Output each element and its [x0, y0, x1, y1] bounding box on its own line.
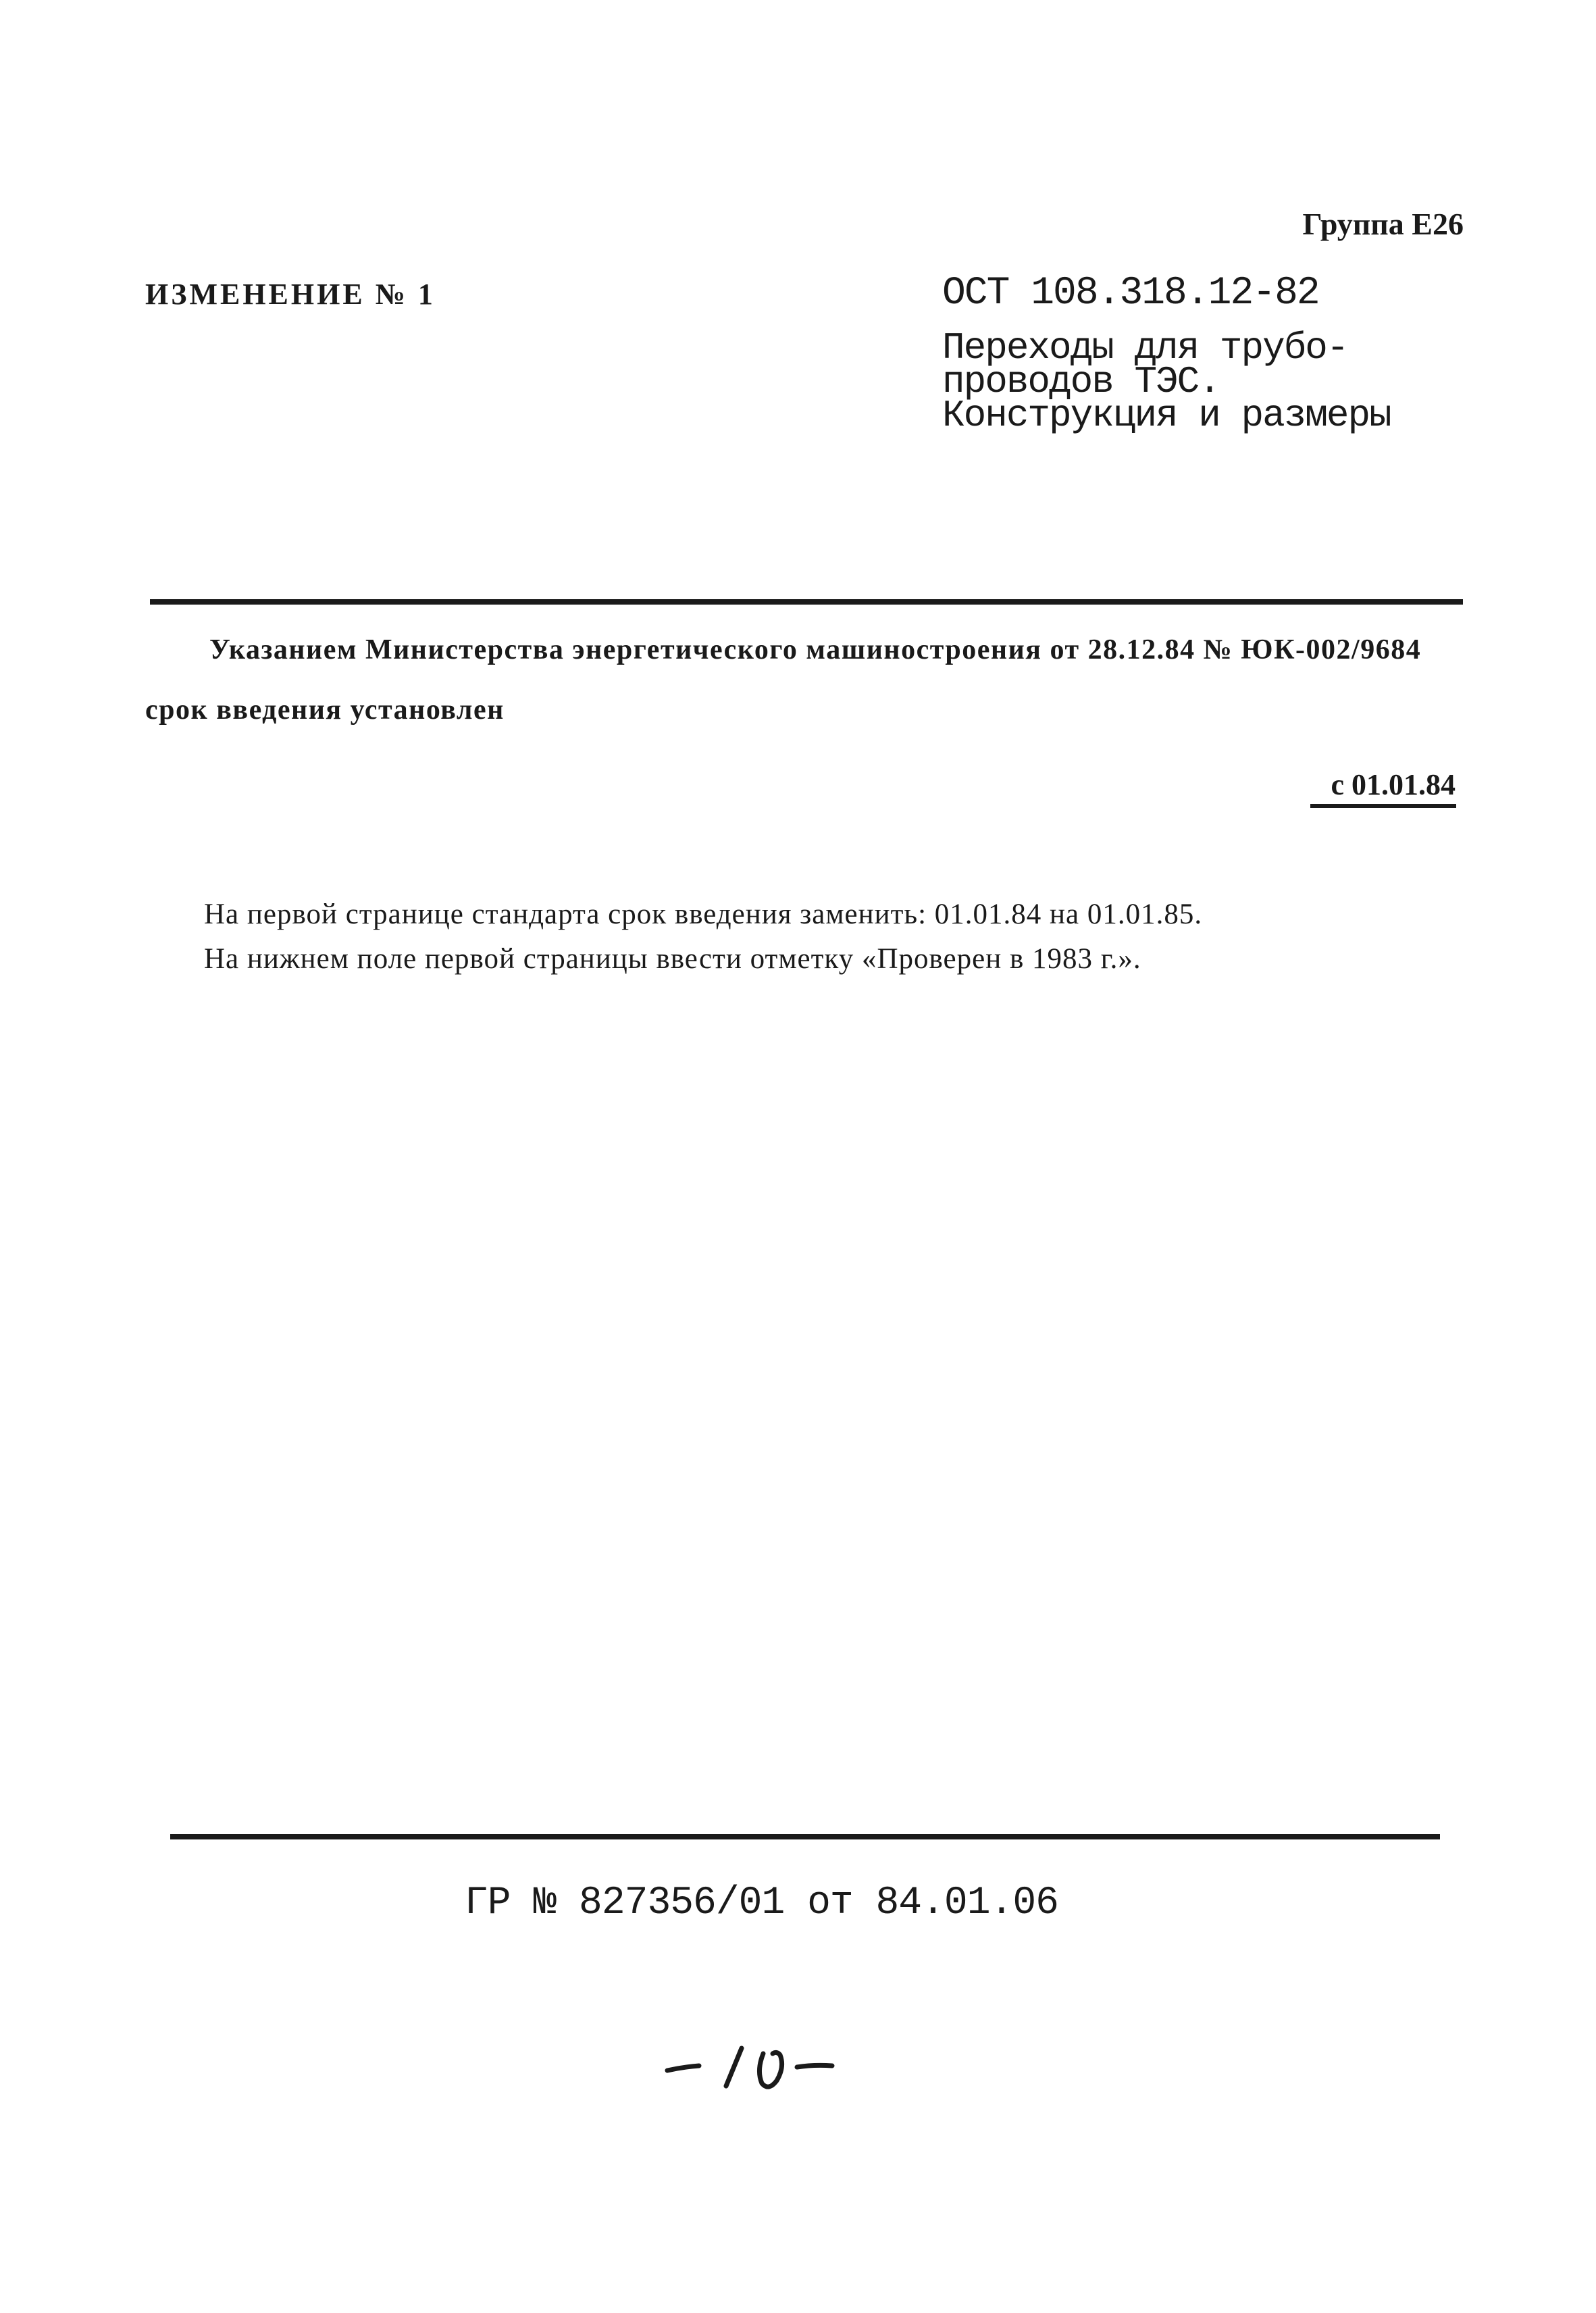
body-paragraph: На первой странице стандарта срок введения заменить: 01.01.84 на 01.01.85. — [204, 898, 1203, 930]
change-label: ИЗМЕНЕНИЕ № 1 — [145, 278, 436, 311]
effective-date: с 01.01.84 — [1331, 768, 1456, 801]
standard-title-line: Конструкция и размеры — [942, 394, 1391, 437]
top-divider — [150, 599, 1463, 605]
decree-text: Указанием Министерства энергетического машиностроения от 28.12.84 № ЮК-002/9684 — [209, 634, 1422, 665]
standard-code: ОСТ 108.318.12-82 — [942, 272, 1319, 315]
standard-title-line: проводов ТЭС. — [942, 360, 1220, 403]
effective-date-underline — [1310, 804, 1456, 808]
group-code: Группа Е26 — [1302, 207, 1464, 241]
registry-number: ГР № 827356/01 от 84.01.06 — [465, 1881, 1058, 1925]
bottom-divider — [170, 1834, 1440, 1839]
standard-title — [942, 326, 1391, 437]
handwritten-page-number — [662, 2033, 838, 2101]
standard-title-line: Переходы для трубо- — [942, 326, 1348, 370]
term-text: срок введения установлен — [145, 694, 505, 726]
body-paragraph: На нижнем поле первой страницы ввести отметку «Проверен в 1983 г.». — [204, 943, 1141, 975]
